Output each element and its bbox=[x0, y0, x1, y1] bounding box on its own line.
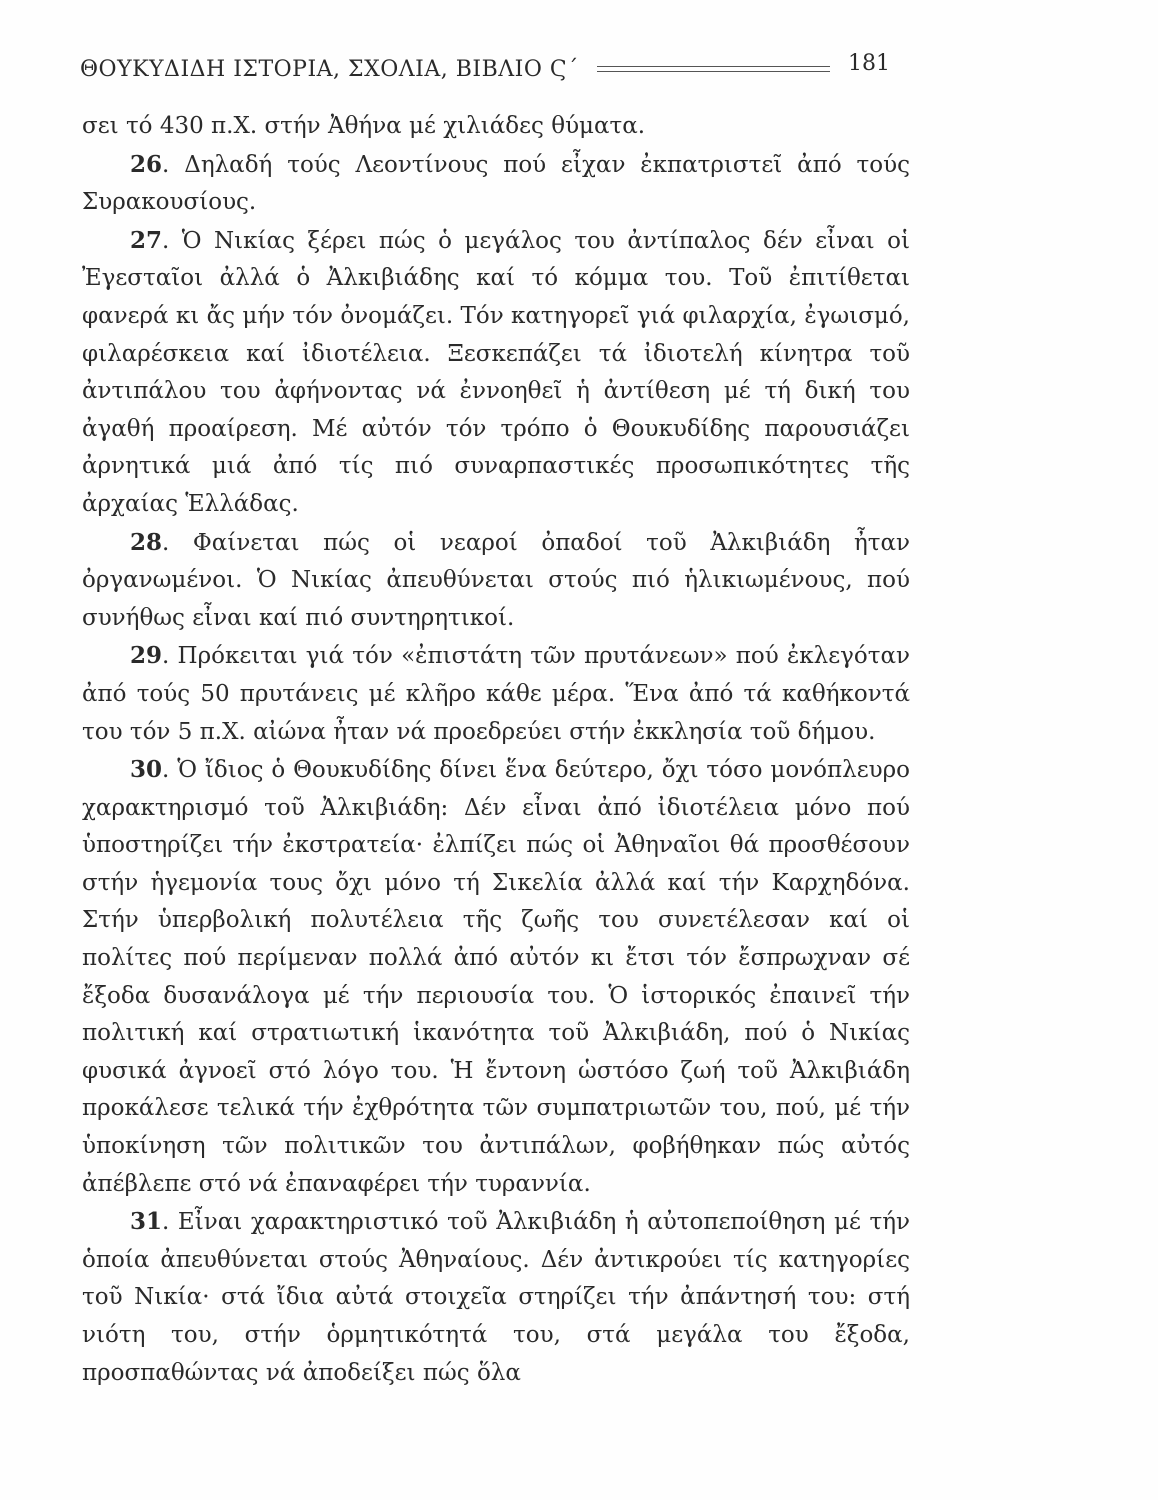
continuation-paragraph: σει τό 430 π.Χ. στήν Ἀθήνα μέ χιλιάδες θύματα. bbox=[82, 113, 646, 139]
notes-body bbox=[82, 108, 910, 1392]
note-text: . Εἶναι χαρακτηριστικό τοῦ Ἀλκιβιάδη ἡ αὐτοπεποίθηση μέ τήν ὁποία ἀπευθύνεται στούς Ἀθηναίους. Δέν ἀντικρούει τίς κατηγορίες τοῦ Νικία· στά ἴδια αὐτά στοιχεῖα στηρίζει τήν ἀπάντησή του: στή νιότη του, στήν ὁρμητικότητά του, στά μεγάλα του ἔξοδα, προσπαθώντας νά ἀποδείξει πώς ὅλα bbox=[82, 1209, 910, 1386]
note-29 bbox=[82, 637, 910, 751]
note-number: 30 bbox=[130, 756, 163, 784]
page-number: 181 bbox=[848, 51, 890, 76]
header-double-rule bbox=[597, 66, 830, 72]
note-30 bbox=[82, 751, 910, 1203]
note-number: 27 bbox=[130, 226, 163, 254]
note-number: 31 bbox=[130, 1208, 163, 1236]
note-number: 28 bbox=[130, 528, 163, 556]
note-text: . Δηλαδή τούς Λεοντίνους πού εἶχαν ἐκπατριστεῖ ἀπό τούς Συρακουσίους. bbox=[82, 151, 910, 216]
note-number: 26 bbox=[130, 150, 163, 178]
note-31 bbox=[82, 1203, 910, 1392]
note-text: . Ὁ ἴδιος ὁ Θουκυδίδης δίνει ἕνα δεύτερο, ὄχι τόσο μονόπλευρο χαρακτηρισμό τοῦ Ἀλκιβιάδη: Δέν εἶναι ἀπό ἰδιοτέλεια μόνο πού ὑποστηρίζει τήν ἐκστρατεία· ἐλπίζει πώς οἱ Ἀθηναῖοι θά προσθέσουν στήν ἡγεμονία τους ὄχι μόνο τή Σικελία ἀλλά καί τήν Καρχηδόνα. Στήν ὑπερβολική πολυτέλεια τῆς ζωῆς του συνετέλεσαν καί οἱ πολίτες πού περίμεναν πολλά ἀπό αὐτόν κι ἔτσι τόν ἔσπρωχναν σέ ἔξοδα δυσανάλογα μέ τήν περιουσία του. Ὁ ἱστορικός ἐπαινεῖ τήν πολιτική καί στρατιωτική ἱκανότητα τοῦ Ἀλκιβιάδη, πού ὁ Νικίας φυσικά ἀγνοεῖ στό λόγο του. Ἡ ἔντονη ὡστόσο ζωή τοῦ Ἀλκιβιάδη προκάλεσε τελικά τήν ἐχθρότητα τῶν συμπατριωτῶν του, πού, μέ τήν ὑποκίνηση τῶν πολιτικῶν του ἀντιπάλων, φοβήθηκαν πώς αὐτός ἀπέβλεπε στό νά ἐπαναφέρει τήν τυραννία. bbox=[82, 757, 910, 1197]
running-header bbox=[80, 42, 890, 82]
note-text: . Ὁ Νικίας ξέρει πώς ὁ μεγάλος του ἀντίπαλος δέν εἶναι οἱ Ἐγεσταῖοι ἀλλά ὁ Ἀλκιβιάδης καί τό κόμμα του. Τοῦ ἐπιτίθεται φανερά κι ἄς μήν τόν ὀνομάζει. Τόν κατηγορεῖ γιά φιλαρχία, ἐγωισμό, φιλαρέσκεια καί ἰδιοτέλεια. Ξεσκεπάζει τά ἰδιοτελή κίνητρα τοῦ ἀντιπάλου του ἀφήνοντας νά ἐννοηθεῖ ἡ ἀντίθεση μέ τή δική του ἀγαθή προαίρεση. Μέ αὐτόν τόν τρόπο ὁ Θουκυδίδης παρουσιάζει ἀρνητικά μιά ἀπό τίς πιό συναρπαστικές προσωπικότητες τῆς ἀρχαίας Ἑλλάδας. bbox=[82, 227, 910, 517]
note-28 bbox=[82, 524, 910, 638]
note-26 bbox=[82, 146, 910, 222]
note-27 bbox=[82, 222, 910, 524]
note-number: 29 bbox=[130, 642, 163, 670]
note-text: . Πρόκειται γιά τόν «ἐπιστάτη τῶν πρυτάνεων» πού ἐκλεγόταν ἀπό τούς 50 πρυτάνεις μέ κλῆρο κάθε μέρα. Ἕνα ἀπό τά καθήκοντά του τόν 5 π.Χ. αἰώνα ἦταν νά προεδρεύει στήν ἐκκλησία τοῦ δήμου. bbox=[82, 643, 910, 745]
running-title: ΘΟΥΚΥΔΙΔΗ ΙΣΤΟΡΙΑ, ΣΧΟΛΙΑ, ΒΙΒΛΙΟ Ϛ΄ bbox=[80, 57, 579, 82]
note-text: . Φαίνεται πώς οἱ νεαροί ὀπαδοί τοῦ Ἀλκιβιάδη ἦταν ὀργανωμένοι. Ὁ Νικίας ἀπευθύνεται στούς πιό ἡλικιωμένους, πού συνήθως εἶναι καί πιό συντηρητικοί. bbox=[82, 529, 910, 631]
